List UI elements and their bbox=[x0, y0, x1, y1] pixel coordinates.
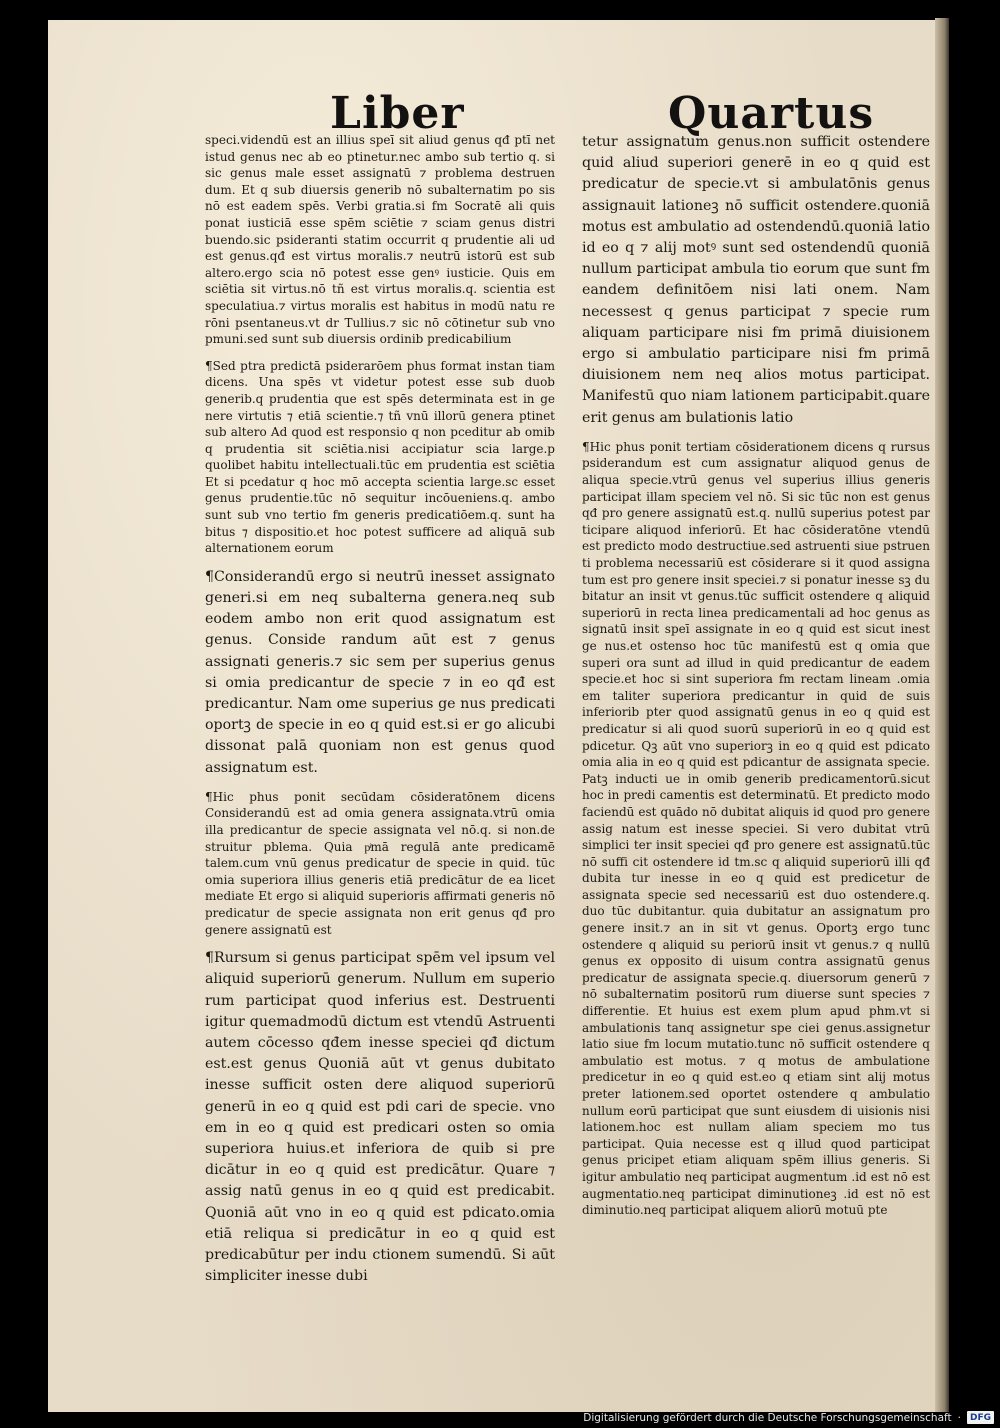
paragraph: ¶Hic phus ponit secūdam cōsideratōnem dicens Considerandū est ad omia genera assignata.vtrū omia illa predicantur de specie assignata vel nō.q. si non.de struitur pblema. Quia pͥmā regulā ante predicamē talem.cum vnū genus predicatur de specie in quid. tūc omia superiora illius generis etiā predicātur de ea licet mediate Et ergo si aliquid superioris affirmati generis nō predicatur de specie assignata non erit genus qđ pro genere assignatū est bbox=[205, 789, 555, 937]
digitization-credit bbox=[583, 1411, 994, 1424]
credit-text: Digitalisierung gefördert durch die Deutsche Forschungsgemeinschaft bbox=[583, 1411, 952, 1424]
paragraph: ¶Hic phus ponit tertiam cōsiderationem dicens q rursus psiderandum est cum assignatur aliquod genus de aliqua specie.vtrū genus vel superius illius generis participat illam speciem vel nō. Si sic tūc non est genus qđ pro genere assignatū est.q. nullū superius potest par ticipare aliquod inferiorū. Et hac cōsideratōne vtendū est predicto modo destructiue.sed astruenti siue pstruen ti problema necessariū est cōsiderare si it quod assigna tum est pro genere insit speciei.⁊ si ponatur inesse sꝫ du bitatur an insit vt genus.tūc sufficit ostendere q aliquid superiorū in recta linea predicamentali ad hoc genus as signatū insit speī assignate in eo q quid est sicut inest ge nus.et ostenso hoc tūc manifestū est q omia que superi ora sunt ad illud in quid predicantur de eadem specie.et hoc si sint superiora fm rectam lineam .omia em taliter superiora predicantur in quid de suis inferiorib pter quod assignatū genus in eo q quid est predicatur si ali quod suorū superiorū in eo q quid est pdicetur. Qꝫ aūt vno superiorꝫ in eo q quid est pdicato omia alia in eo q quid est pdicantur de assignata specie. Patꝫ inducti ue in omib generib predicamentorū.sicut hoc in predi camentis est determinatū. Et predicto modo faciendū est quādo nō dubitat aliquis id quod pro genere assig natum est inesse speciei. Si vero dubitat vtrū simplici ter insit speciei qđ pro genere est assignatū.tūc nō suffi cit ostendere id tm.sc q aliquid superiorū illi qđ dubita tur inesse in eo q quid est predicetur de assignata specie sed necessariū est duo ostendere.q. duo tūc dubitantur. quia dubitatur an assignatum pro genere insit.⁊ an in sit vt genus. Oportꝫ ergo tunc ostendere q aliquid su periorū insit vt genus.⁊ q nullū genus ex opposito di uisum contra assignatū genus predicatur de assignata specie.q. diuersorum generū ⁊ nō subalternatim positorū rum diuerse sunt species ⁊ differentie. Et huius est exem plum apud phm.vt si ambulationis tanq assignetur spe ciei genus.assignetur latio siue fm locum mutatio.tunc nō sufficit ostendere q ambulatio est motus. ⁊ q motus de ambulatione predicetur in eo q quid est.eo q etiam sint alij motus preter lationem.sed oportet ostendere q ambulatio nullum eorū participat que sunt eiusdem di uisionis nisi lationem.hoc est nullam aliam speciem mo tus participat. Quia necesse est q illud quod participat genus pricipet etiam aliquam spēm illius generis. Si igitur ambulatio neq participat augmentum .id est nō est augmentatio.neq participat diminutioneꝫ .id est nō est diminutio.neq participat aliquem aliorū motuū pte bbox=[582, 439, 930, 1218]
dfg-logo: DFG bbox=[967, 1411, 994, 1424]
left-text-column bbox=[205, 132, 555, 1297]
paragraph: ¶Sed ptra predictā psiderarōem phus format instan tiam dicens. Una spēs vt videtur potest esse sub duob generib.q prudentia que est spēs determinata est in ge nere virtutis ⁊ etiā scientie.⁊ tñ vnū illorū genera ptinet sub altero Ad quod est responsio q non pceditur ab omib q prudentia sit sciētia.nisi accipiatur scia large.p quolibet habitu intellectuali.tūc em prudentia est sciētia Et si pcedatur q hoc mō accepta scientia large.sc esset genus prudentie.tūc nō sequitur incōueniens.q. ambo sunt sub vno tertio fm generis predicatiōem.q. sunt ha bitus ⁊ dispositio.et hoc potest sufficere ad aliquā sub alternationem eorum bbox=[205, 358, 555, 556]
running-head-right: Quartus bbox=[668, 88, 875, 139]
paragraph: speci.videndū est an illius speī sit aliud genus qđ ptī net istud genus nec ab eo ptinetur.nec ambo sub tertio q. si sic genus male esset assignatū ⁊ problema destruen dum. Et q sub diuersis generib nō subalternatim po sis nō est eadem spēs. Verbi gratia.si fm Socratē ali quis ponat iusticiā esse spēm sciētie ⁊ sciam genus distri buendo.sic psideranti statim occurrit q prudentie ali ud est genus.qđ est virtus moralis.⁊ neutrū istorū est sub altero.ergo scia nō potest esse genꝰ iusticie. Quis em sciētia sit virtus.nō tñ est virtus moralis.q. scientia est speculatiua.⁊ virtus moralis est habitus in modū natu re rōni psentaneus.vt dr Tullius.⁊ sic nō cōtinetur sub vno pmuni.sed sunt sub diuersis ordinib predicabilium bbox=[205, 133, 555, 347]
paragraph: tetur assignatum genus.non sufficit ostendere quid aliud superiori generē in eo q quid est predicatur de specie.vt si ambulatōnis genus assignauit lationeꝫ nō sufficit ostendere.quoniā motus est ambulatio ad ostendendū.quoniā latio id eo q ⁊ alij motꝰ sunt sed ostendendū quoniā nullum participat ambula tio eorum que sunt fm eandem definitōem nisi lati onem. Nam necessest q genus participat ⁊ specie rum aliquam participare nisi fm primā diuisionem ergo si ambulatio participare nisi fm primā diuisionem nem neq alios motus participat. Manifestū quo niam lationem participabit.quare erit genus am bulationis latio bbox=[582, 134, 930, 426]
right-text-column bbox=[582, 132, 930, 1229]
paragraph: ¶Rursum si genus participat spēm vel ipsum vel aliquid superiorū generum. Nullum em superio rum participat quod inferius est. Destruenti igitur quemadmodū dictum est vtendū Astruenti autem cōcesso qđem inesse speciei qđ dictum est.est genus Quoniā aūt vt genus dubitato inesse sufficit osten dere aliquod superiorū generū in eo q quid est pdi cari de specie. vno em in eo q quid est predicari osten so omia superiora huius.et inferiora de quib si pre dicātur in eo q quid est predicātur. Quare ⁊ assig natū genus in eo q quid est predicabit. Quoniā aūt vno in eo q quid est pdicato.omia etiā reliqua si predicātur in eo q quid est predicabūtur per indu ctionem sumendū. Si aūt simpliciter inesse dubi bbox=[205, 950, 555, 1285]
credit-separator: · bbox=[957, 1411, 961, 1424]
page-edge bbox=[935, 18, 949, 1412]
running-head-left: Liber bbox=[330, 88, 465, 139]
paragraph: ¶Considerandū ergo si neutrū inesset assignato generi.si em neq subalterna genera.neq sub eodem ambo non erit quod assignatum est genus. Conside randum aūt est ⁊ genus assignati generis.⁊ sic sem per superius genus si omia predicantur de specie ⁊ in eo qđ est predicantur. Nam ome superius ge nus predicati oportꝫ de specie in eo q quid est.si er go alicubi dissonat palā quoniam non est genus quod assignatum est. bbox=[205, 568, 555, 776]
